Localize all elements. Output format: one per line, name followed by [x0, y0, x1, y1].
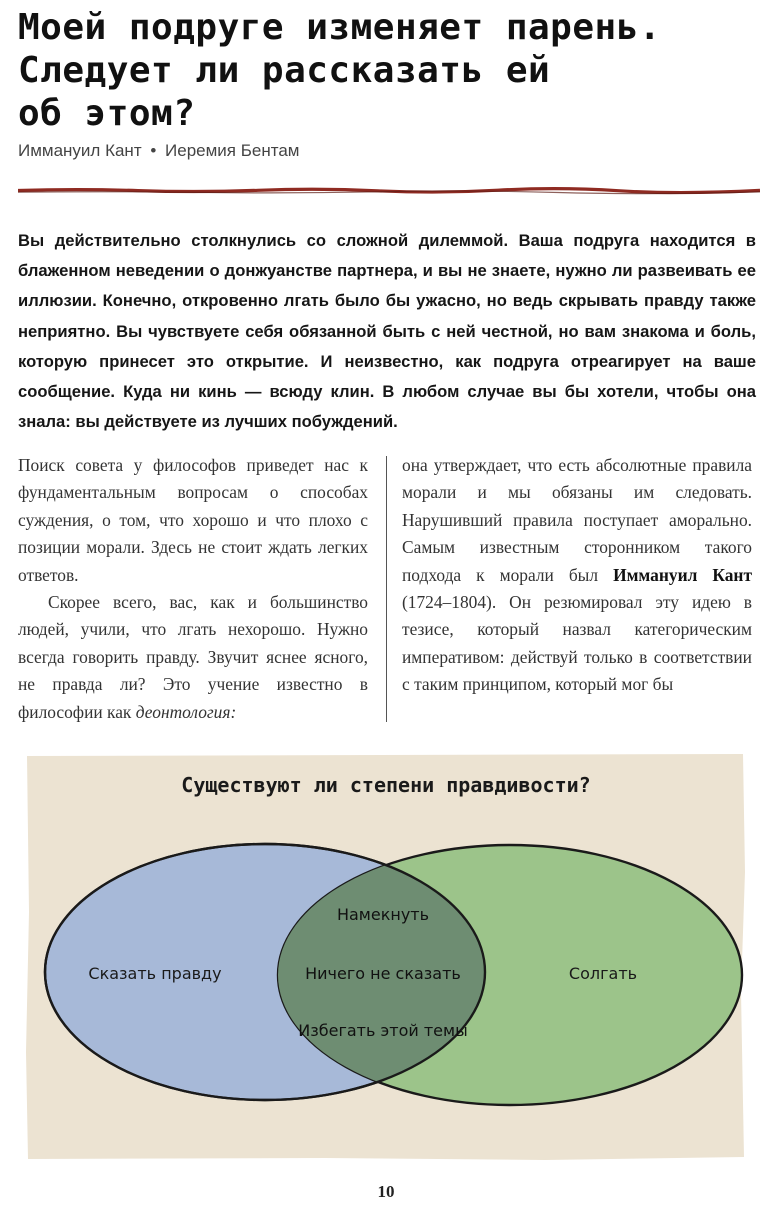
- title-line-1: Моей подруге изменяет парень.: [18, 7, 662, 48]
- author-separator: •: [150, 141, 157, 160]
- body-paragraph-3-text-a: она утверждает, что есть абсолютные правила морали и мы обязаны им следовать. Нарушивший правила поступает аморально. Самым известным сторонником такого подхода к морали был: [402, 455, 752, 585]
- label-say-nothing: Ничего не сказать: [305, 964, 461, 983]
- body-paragraph-3: [402, 452, 752, 699]
- body-paragraph-3-text-b: (1724–1804). Он резюмировал эту идею в тезисе, который назвал категорическим императивом: действуй только в соответствии с таким принципом, который мог бы: [402, 592, 752, 695]
- body-paragraph-2-text: Скорее всего, вас, как и большинство людей, учили, что лгать нехорошо. Нужно всегда говорить правду. Звучит яснее ясного, не правда ли? Это учение известно в философии как: [18, 592, 368, 722]
- body-paragraph-2: [18, 589, 368, 726]
- venn-diagram: [25, 752, 747, 1162]
- page-number: 10: [377, 1182, 395, 1201]
- article-title: [18, 6, 758, 135]
- column-divider: [386, 456, 387, 722]
- author-kant: Иммануил Кант: [18, 141, 142, 160]
- title-rule: [18, 186, 760, 195]
- label-avoid-topic: Избегать этой темы: [298, 1021, 468, 1040]
- name-kant: Иммануил Кант: [613, 564, 752, 585]
- author-bentham: Иеремия Бентам: [165, 141, 300, 160]
- label-hint: Намекнуть: [336, 905, 430, 924]
- body-column-left: [18, 452, 368, 726]
- term-deontology: деонтология:: [135, 701, 237, 722]
- title-line-3: об этом?: [18, 93, 196, 134]
- author-line: [18, 141, 299, 161]
- body-column-right: [402, 452, 752, 699]
- label-lie: Солгать: [568, 964, 638, 983]
- diagram-title: Существуют ли степени правдивости?: [181, 773, 591, 797]
- body-paragraph-1: Поиск совета у философов приведет нас к фундаментальным вопросам о способах суждения, о том, что хорошо и что плохо с позиции морали. Здесь не стоит ждать легких ответов.: [18, 455, 368, 585]
- venn-diagram-figure: [25, 752, 747, 1162]
- lead-paragraph: Вы действительно столкнулись со сложной дилеммой. Ваша подруга находится в блаженном неведении о донжуанстве партнера, и вы не знаете, нужно ли развеивать ее иллюзии. Конечно, откровенно лгать было бы ужасно, но ведь скрывать правду также неприятно. Вы чувствуете себя обязанной быть с ней честной, но вам знакома и боль, которую принесет это открытие. И неизвестно, как подруга отреагирует на ваше сообщение. Куда ни кинь — всюду клин. В любом случае вы бы хотели, чтобы она знала: вы действуете из лучших побуждений.: [18, 231, 756, 432]
- label-tell-truth: Сказать правду: [88, 964, 222, 983]
- title-line-2: Следует ли рассказать ей: [18, 50, 551, 91]
